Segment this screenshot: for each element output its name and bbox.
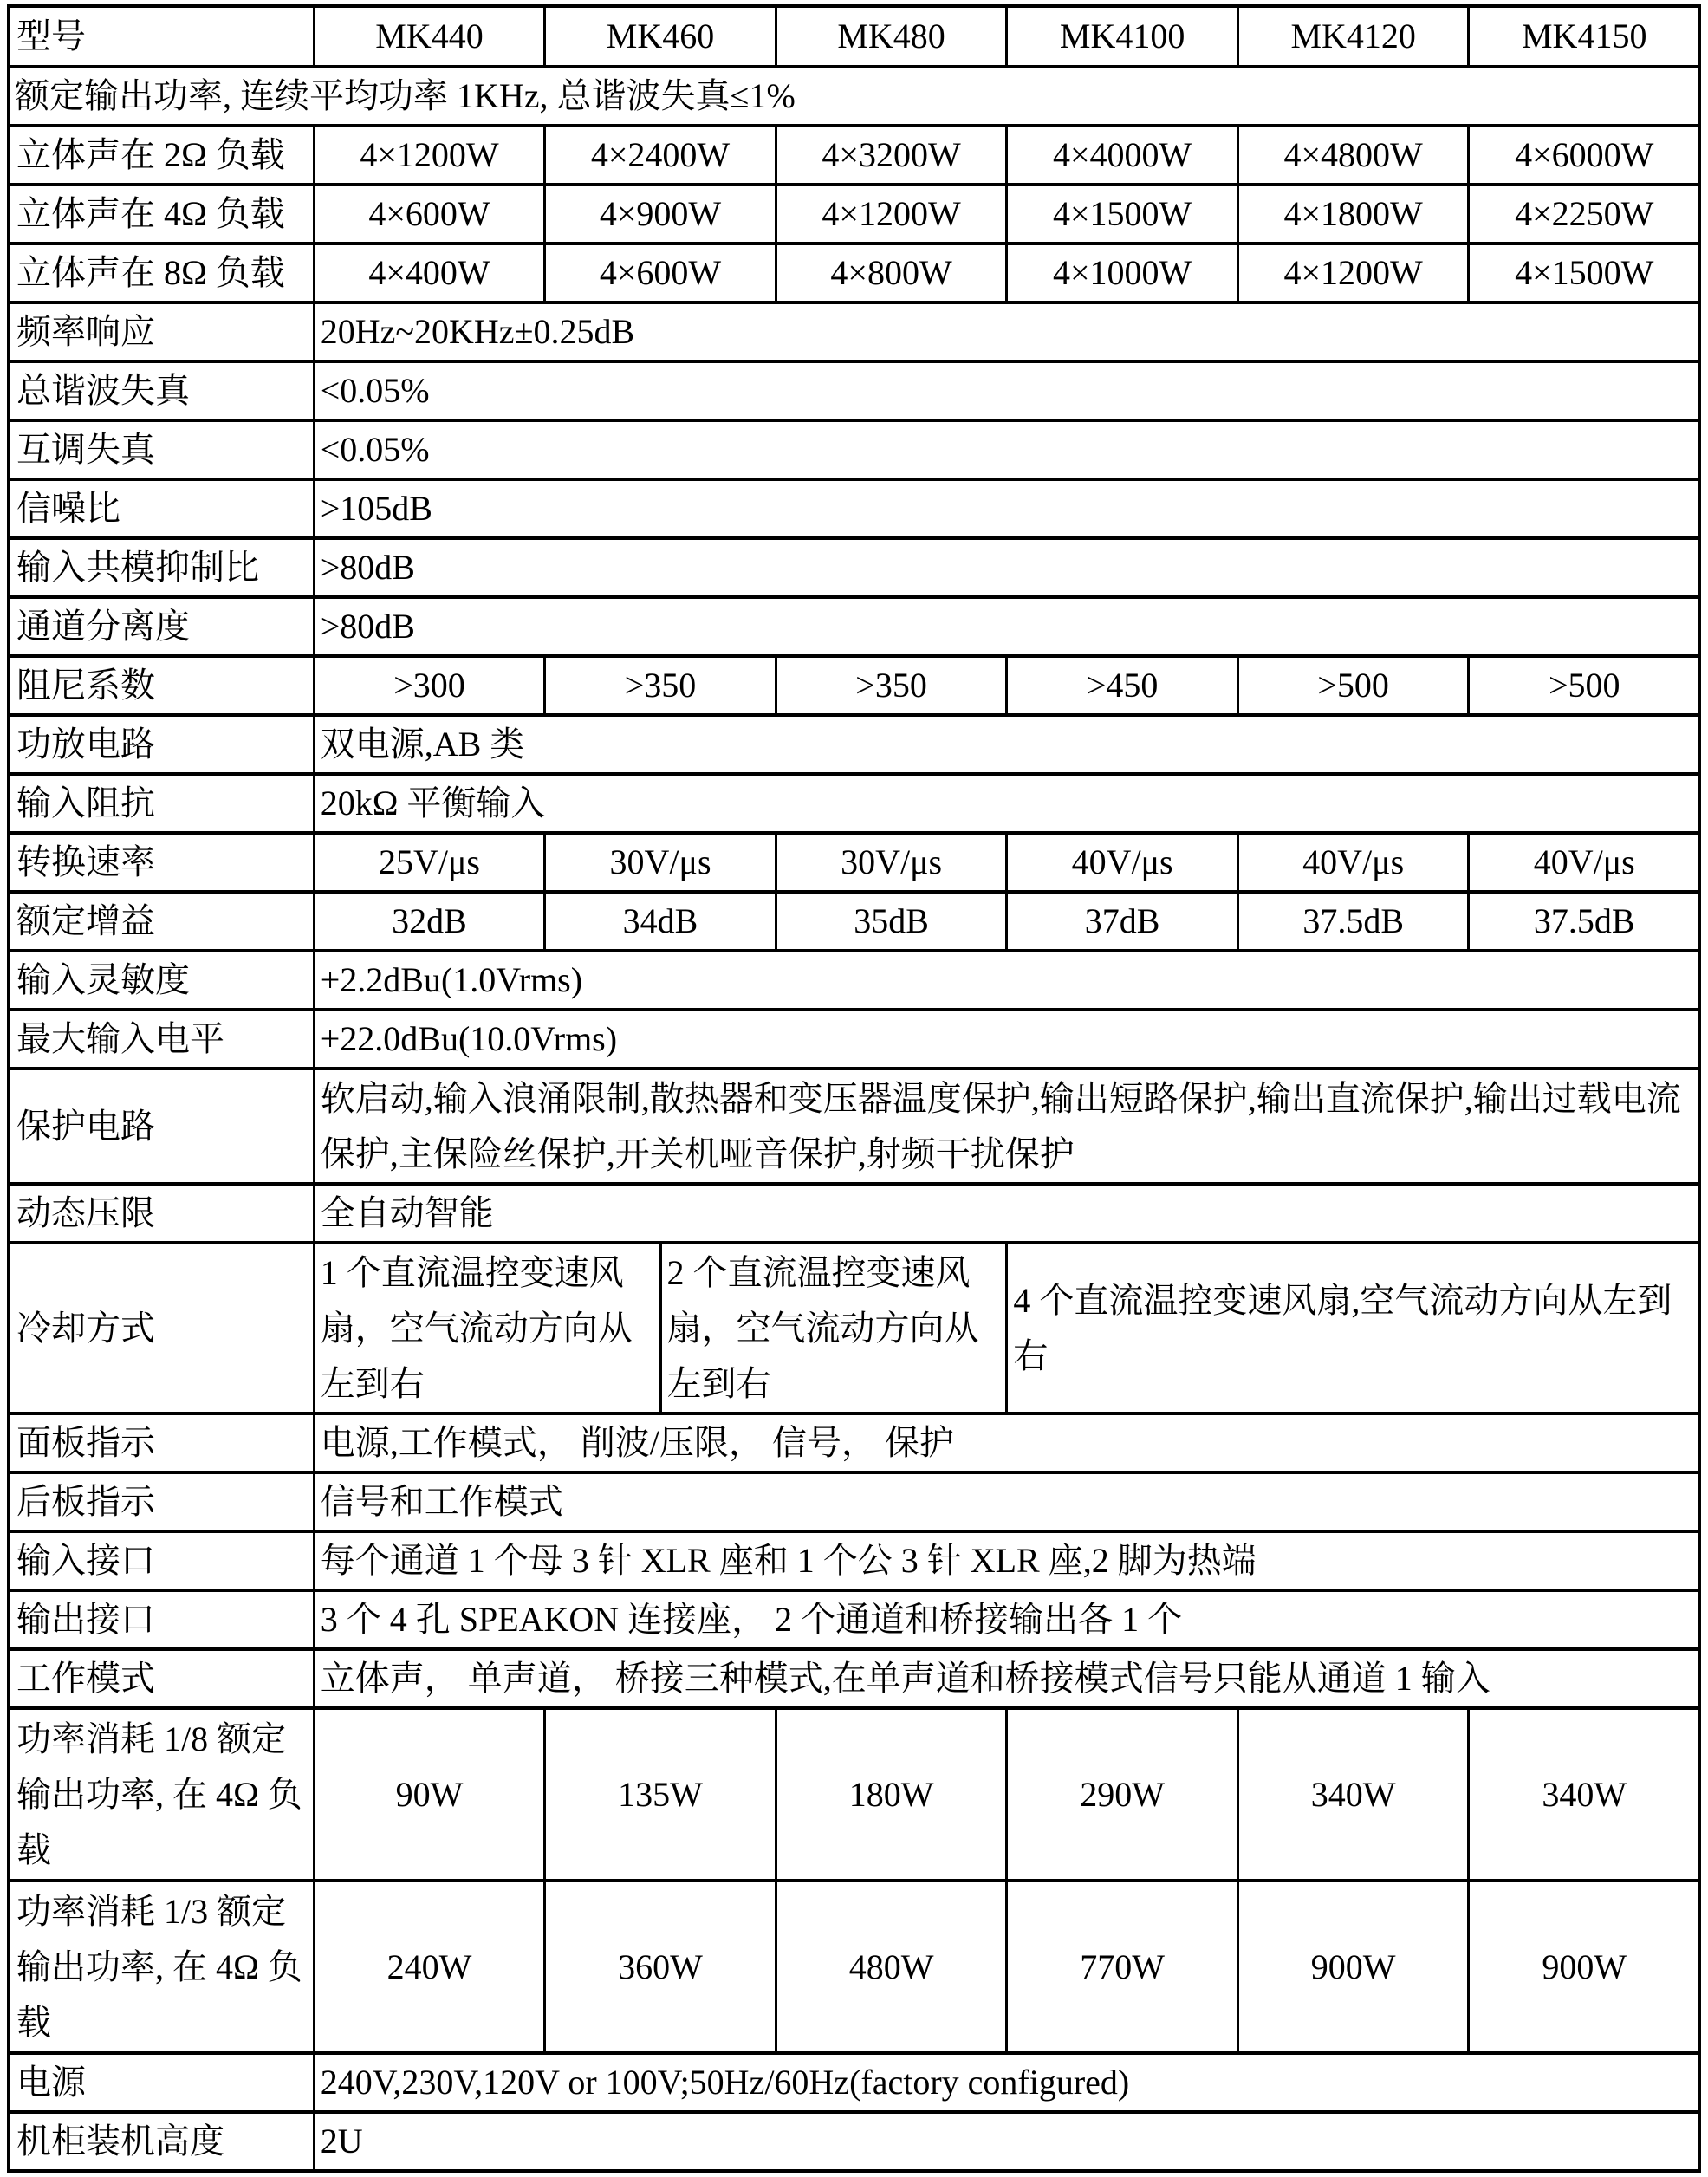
row-label: 立体声在 8Ω 负载 — [9, 244, 315, 302]
row-label: 输入阻抗 — [9, 774, 315, 833]
spec-value: 32dB — [314, 892, 545, 951]
spec-value: 4×2250W — [1469, 185, 1700, 244]
spec-value: 4×1500W — [1007, 185, 1238, 244]
spec-value: 180W — [776, 1708, 1007, 1881]
table-row — [9, 361, 1700, 420]
spec-value: 34dB — [545, 892, 776, 951]
row-label: 保护电路 — [9, 1069, 315, 1184]
model-name: MK4150 — [1469, 6, 1700, 67]
spec-value: 双电源,AB 类 — [314, 715, 1699, 774]
spec-value: >300 — [314, 656, 545, 715]
spec-value: 35dB — [776, 892, 1007, 951]
spec-value: 4×1200W — [776, 185, 1007, 244]
spec-value: 37dB — [1007, 892, 1238, 951]
table-row — [9, 420, 1700, 479]
spec-value: 4×600W — [314, 185, 545, 244]
table-row — [9, 1184, 1700, 1243]
spec-value: 4×1500W — [1469, 244, 1700, 302]
spec-value: 4×800W — [776, 244, 1007, 302]
row-label: 功放电路 — [9, 715, 315, 774]
spec-value: 4×3200W — [776, 126, 1007, 185]
spec-value: 340W — [1237, 1708, 1469, 1881]
row-label: 输入共模抑制比 — [9, 538, 315, 597]
spec-value: 135W — [545, 1708, 776, 1881]
table-row — [9, 1531, 1700, 1590]
row-label: 工作模式 — [9, 1649, 315, 1708]
table-row — [9, 2053, 1700, 2112]
row-label: 转换速率 — [9, 833, 315, 892]
spec-value: 4×900W — [545, 185, 776, 244]
table-row — [9, 597, 1700, 656]
table-row — [9, 2112, 1700, 2171]
row-label: 动态压限 — [9, 1184, 315, 1243]
spec-value: <0.05% — [314, 420, 1699, 479]
spec-value: 20Hz~20KHz±0.25dB — [314, 302, 1699, 361]
spec-value: 40V/μs — [1237, 833, 1469, 892]
model-name: MK440 — [314, 6, 545, 67]
spec-value: 软启动,输入浪涌限制,散热器和变压器温度保护,输出短路保护,输出直流保护,输出过载电流保护,主保险丝保护,开关机哑音保护,射频干扰保护 — [314, 1069, 1699, 1184]
spec-value: >80dB — [314, 597, 1699, 656]
table-row — [9, 1243, 1700, 1413]
table-row — [9, 1649, 1700, 1708]
table-row — [9, 715, 1700, 774]
table-row — [9, 1472, 1700, 1531]
table-row — [9, 1708, 1700, 1881]
spec-value: 4×1800W — [1237, 185, 1469, 244]
model-name: MK480 — [776, 6, 1007, 67]
spec-value: 20kΩ 平衡输入 — [314, 774, 1699, 833]
spec-value: 电源,工作模式， 削波/压限， 信号， 保护 — [314, 1413, 1699, 1472]
row-label: 立体声在 4Ω 负载 — [9, 185, 315, 244]
spec-value: 40V/μs — [1469, 833, 1700, 892]
spec-value: 25V/μs — [314, 833, 545, 892]
spec-value: 37.5dB — [1237, 892, 1469, 951]
row-label: 通道分离度 — [9, 597, 315, 656]
table-row — [9, 126, 1700, 185]
spec-value: 480W — [776, 1881, 1007, 2053]
spec-value: 770W — [1007, 1881, 1238, 2053]
spec-value: 4 个直流温控变速风扇,空气流动方向从左到右 — [1007, 1243, 1700, 1413]
spec-value: >80dB — [314, 538, 1699, 597]
row-label: 输入灵敏度 — [9, 951, 315, 1010]
spec-value: 4×4800W — [1237, 126, 1469, 185]
spec-value: 4×1000W — [1007, 244, 1238, 302]
spec-value: 4×2400W — [545, 126, 776, 185]
spec-value: 290W — [1007, 1708, 1238, 1881]
spec-value: >350 — [776, 656, 1007, 715]
table-row — [9, 1069, 1700, 1184]
spec-value: 900W — [1469, 1881, 1700, 2053]
row-label: 输入接口 — [9, 1531, 315, 1590]
table-row — [9, 479, 1700, 538]
spec-value: +2.2dBu(1.0Vrms) — [314, 951, 1699, 1010]
table-row — [9, 6, 1700, 67]
spec-value: 4×1200W — [314, 126, 545, 185]
spec-value: +22.0dBu(10.0Vrms) — [314, 1010, 1699, 1069]
row-label: 频率响应 — [9, 302, 315, 361]
spec-value: 4×600W — [545, 244, 776, 302]
spec-value: 每个通道 1 个母 3 针 XLR 座和 1 个公 3 针 XLR 座,2 脚为热端 — [314, 1531, 1699, 1590]
spec-value: 4×4000W — [1007, 126, 1238, 185]
spec-value: >500 — [1469, 656, 1700, 715]
spec-value: >450 — [1007, 656, 1238, 715]
spec-table-body — [9, 6, 1700, 2171]
row-label: 总谐波失真 — [9, 361, 315, 420]
spec-value: 900W — [1237, 1881, 1469, 2053]
spec-value: 90W — [314, 1708, 545, 1881]
table-row — [9, 774, 1700, 833]
spec-value: 信号和工作模式 — [314, 1472, 1699, 1531]
spec-value: 4×6000W — [1469, 126, 1700, 185]
table-row — [9, 185, 1700, 244]
spec-value: 37.5dB — [1469, 892, 1700, 951]
spec-value: 立体声， 单声道， 桥接三种模式,在单声道和桥接模式信号只能从通道 1 输入 — [314, 1649, 1699, 1708]
row-label: 功率消耗 1/3 额定输出功率, 在 4Ω 负载 — [9, 1881, 315, 2053]
row-label: 功率消耗 1/8 额定输出功率, 在 4Ω 负载 — [9, 1708, 315, 1881]
row-label: 立体声在 2Ω 负载 — [9, 126, 315, 185]
row-label: 信噪比 — [9, 479, 315, 538]
row-label: 输出接口 — [9, 1590, 315, 1649]
row-label: 机柜装机高度 — [9, 2112, 315, 2171]
row-label: 冷却方式 — [9, 1243, 315, 1413]
row-label: 互调失真 — [9, 420, 315, 479]
row-label: 面板指示 — [9, 1413, 315, 1472]
model-name: MK4100 — [1007, 6, 1238, 67]
spec-value: >350 — [545, 656, 776, 715]
spec-value: 340W — [1469, 1708, 1700, 1881]
table-row — [9, 951, 1700, 1010]
spec-value: 全自动智能 — [314, 1184, 1699, 1243]
spec-value: 4×1200W — [1237, 244, 1469, 302]
table-row — [9, 302, 1700, 361]
table-row — [9, 1881, 1700, 2053]
table-row — [9, 1590, 1700, 1649]
spec-value: 40V/μs — [1007, 833, 1238, 892]
spec-value: 1 个直流温控变速风扇，空气流动方向从左到右 — [314, 1243, 660, 1413]
spec-value: 30V/μs — [545, 833, 776, 892]
table-row — [9, 1413, 1700, 1472]
spec-value: 4×400W — [314, 244, 545, 302]
spec-value: >105dB — [314, 479, 1699, 538]
spec-value: >500 — [1237, 656, 1469, 715]
model-name: MK460 — [545, 6, 776, 67]
table-row — [9, 833, 1700, 892]
table-row — [9, 892, 1700, 951]
row-label: 型号 — [9, 6, 315, 67]
table-row — [9, 1010, 1700, 1069]
spec-value: 240V,230V,120V or 100V;50Hz/60Hz(factory configured) — [314, 2053, 1699, 2112]
row-label: 最大输入电平 — [9, 1010, 315, 1069]
spec-value: 额定输出功率, 连续平均功率 1KHz, 总谐波失真≤1% — [9, 67, 1700, 126]
table-row — [9, 67, 1700, 126]
row-label: 额定增益 — [9, 892, 315, 951]
spec-value: 3 个 4 孔 SPEAKON 连接座， 2 个通道和桥接输出各 1 个 — [314, 1590, 1699, 1649]
row-label: 后板指示 — [9, 1472, 315, 1531]
row-label: 电源 — [9, 2053, 315, 2112]
spec-value: 30V/μs — [776, 833, 1007, 892]
table-row — [9, 538, 1700, 597]
spec-value: 2 个直流温控变速风扇，空气流动方向从左到右 — [660, 1243, 1007, 1413]
spec-value: 360W — [545, 1881, 776, 2053]
spec-value: <0.05% — [314, 361, 1699, 420]
spec-value: 240W — [314, 1881, 545, 2053]
row-label: 阻尼系数 — [9, 656, 315, 715]
amplifier-spec-table — [7, 4, 1701, 2173]
table-row — [9, 656, 1700, 715]
model-name: MK4120 — [1237, 6, 1469, 67]
table-row — [9, 244, 1700, 302]
spec-value: 2U — [314, 2112, 1699, 2171]
